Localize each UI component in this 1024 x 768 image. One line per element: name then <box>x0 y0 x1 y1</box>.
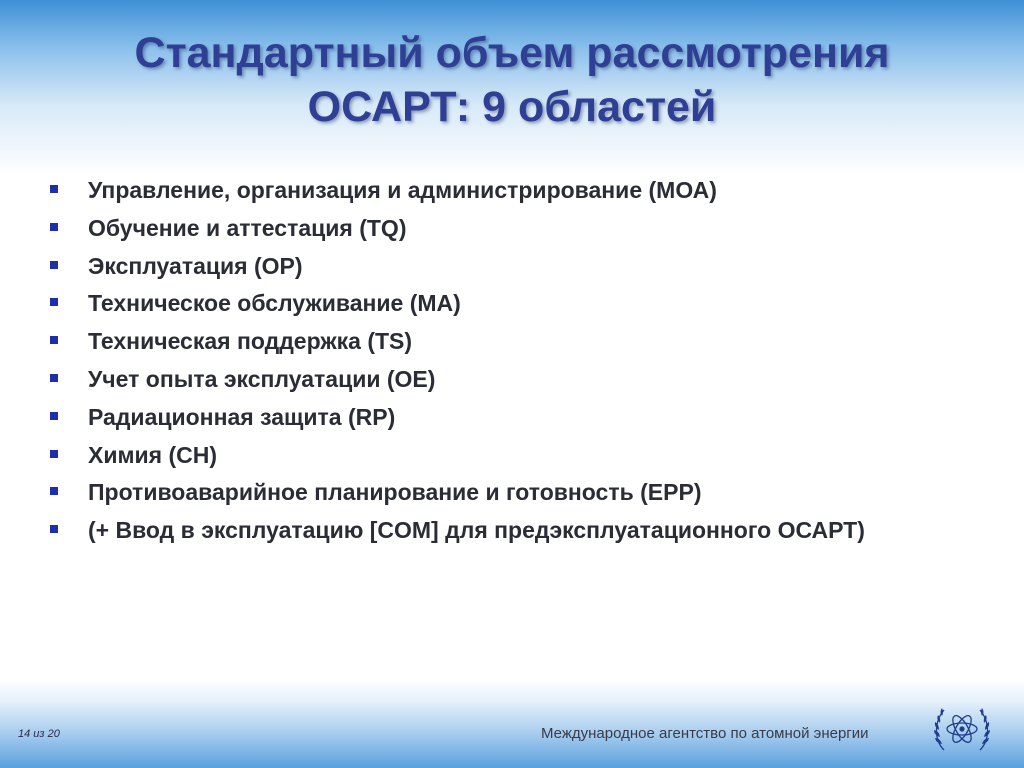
square-bullet-icon <box>50 487 58 495</box>
list-item <box>50 441 950 469</box>
square-bullet-icon <box>50 450 58 458</box>
list-item <box>50 327 950 355</box>
agency-name: Международное агентство по атомной энергии <box>541 725 869 742</box>
list-item <box>50 289 950 317</box>
iaea-atom-laurel-icon <box>930 700 994 758</box>
square-bullet-icon <box>50 298 58 306</box>
list-item-text: Химия (CH) <box>88 441 217 468</box>
list-item <box>50 403 950 431</box>
list-item-text: Эксплуатация (OP) <box>88 252 303 279</box>
list-item <box>50 214 950 242</box>
square-bullet-icon <box>50 261 58 269</box>
list-item-text: Техническая поддержка (TS) <box>88 328 413 355</box>
page-number: 14 из 20 <box>18 728 60 740</box>
square-bullet-icon <box>50 223 58 231</box>
square-bullet-icon <box>50 374 58 382</box>
list-item <box>50 252 950 280</box>
list-item-text: Техническое обслуживание (MA) <box>88 290 461 317</box>
list-item <box>50 516 950 544</box>
list-item-text: Радиационная защита (RP) <box>88 403 396 430</box>
list-item <box>50 478 950 506</box>
slide-title-line-2: ОСАРТ: 9 областей <box>307 83 717 131</box>
list-item-text: Управление, организация и администрирование (МОА) <box>88 177 717 203</box>
slide-title-line-1: Стандартный объем рассмотрения <box>134 29 890 77</box>
square-bullet-icon <box>50 185 58 193</box>
slide-title <box>0 26 1024 134</box>
list-item <box>50 365 950 393</box>
list-item-text: Обучение и аттестация (TQ) <box>88 214 407 241</box>
areas-bullet-list <box>50 176 950 554</box>
list-item-text: (+ Ввод в эксплуатацию [COM] для предэксплуатационного ОСАРТ) <box>88 517 865 544</box>
list-item-text: Противоаварийное планирование и готовность (EPP) <box>88 479 702 506</box>
footer-gradient-band <box>0 680 1024 768</box>
square-bullet-icon <box>50 412 58 420</box>
list-item <box>50 176 950 204</box>
square-bullet-icon <box>50 525 58 533</box>
square-bullet-icon <box>50 336 58 344</box>
list-item-text: Учет опыта эксплуатации (OE) <box>88 365 436 392</box>
